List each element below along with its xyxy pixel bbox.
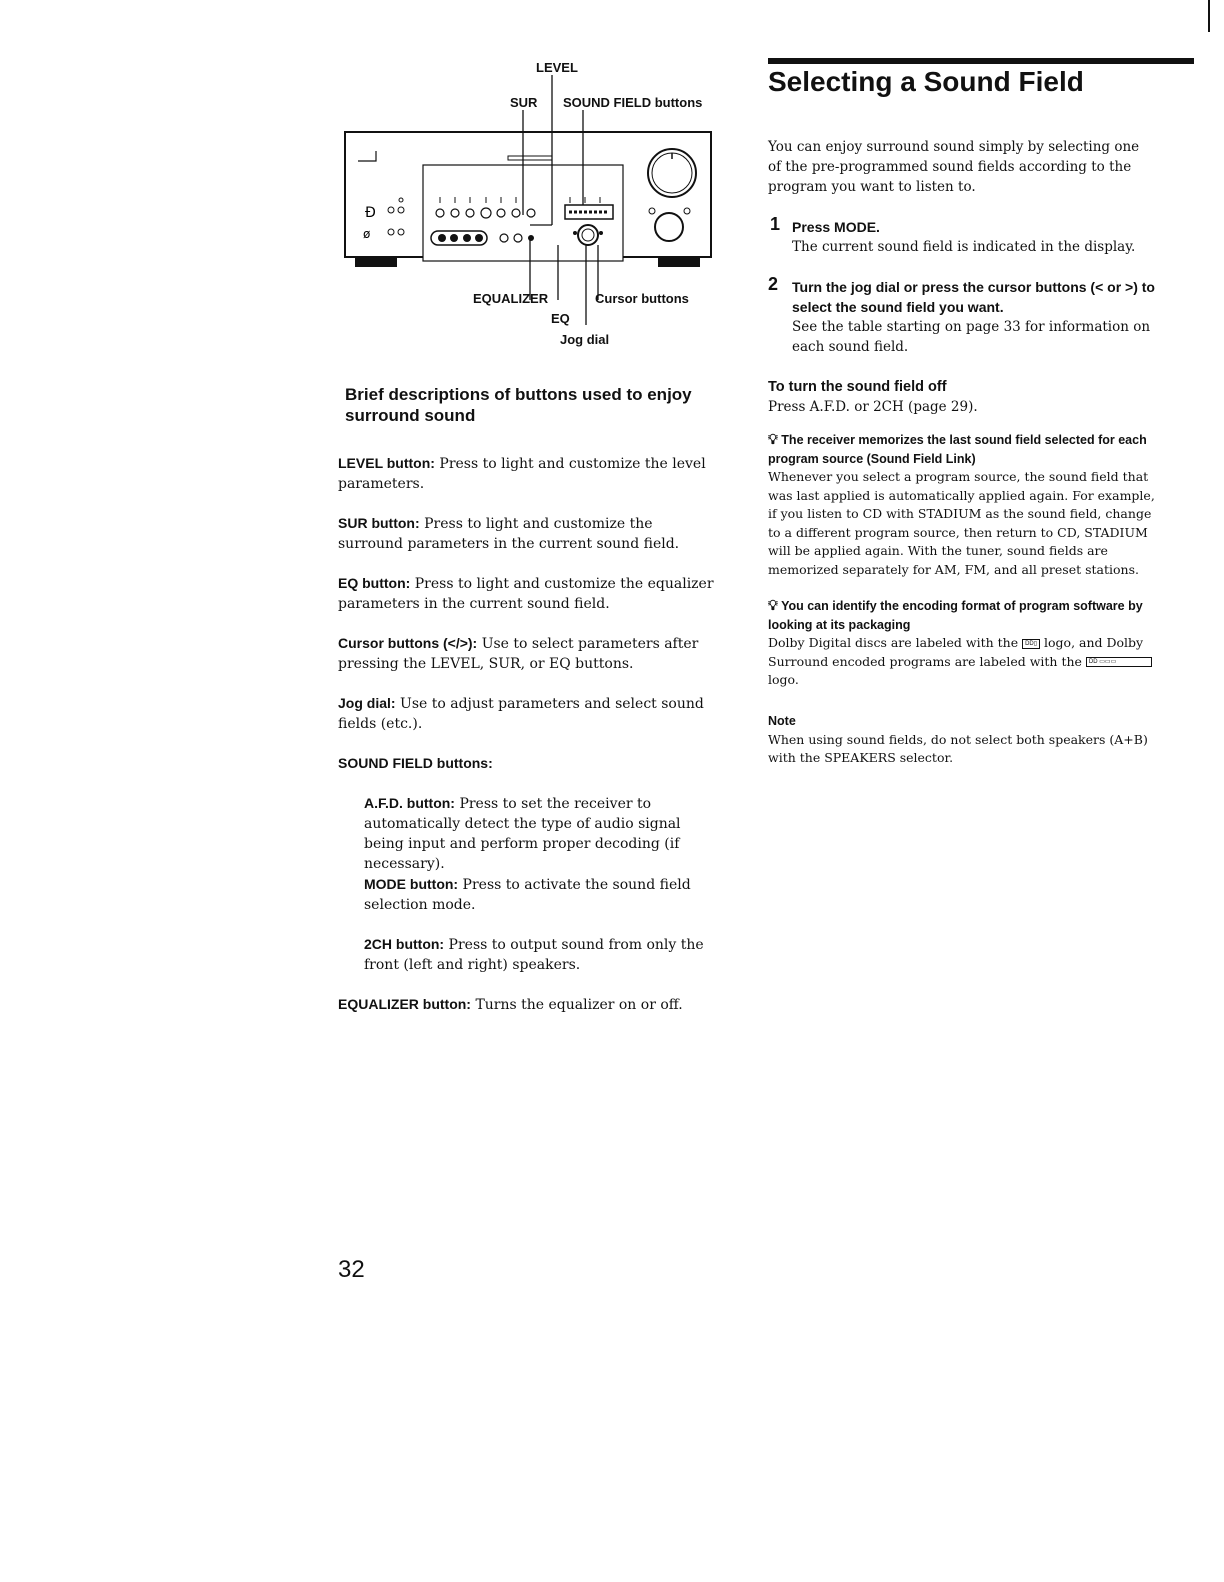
level-term: LEVEL button: <box>338 455 435 471</box>
title-rule <box>768 58 1194 64</box>
label-eq: EQ <box>551 311 570 326</box>
step-2-number: 2 <box>768 274 779 294</box>
tip-2-body-b: logo, and Dolby Surround encoded programs are labeled with the <box>768 635 1144 669</box>
equalizer-desc: Turns the equalizer on or off. <box>475 997 683 1013</box>
tip-1 <box>768 430 1160 579</box>
left-heading: Brief descriptions of buttons used to enjoy surround sound <box>345 385 692 425</box>
label-cursor-buttons: Cursor buttons <box>595 291 689 306</box>
intro-text: You can enjoy surround sound simply by selecting one of the pre-programmed sound fields according to the program you want to listen to. <box>768 139 1140 195</box>
note <box>768 712 1160 768</box>
level-item <box>338 453 713 494</box>
label-equalizer: EQUALIZER <box>473 291 549 306</box>
mode-item <box>364 874 704 915</box>
eq-term: EQ button: <box>338 575 411 591</box>
cursor-term: Cursor buttons (</>): <box>338 635 478 651</box>
afd-item <box>364 793 716 874</box>
svg-text:Ɖ: Ɖ <box>365 205 376 221</box>
sur-desc: Press to light and customize the surround parameters in the current sound field. <box>338 516 680 552</box>
2ch-item <box>364 934 716 975</box>
note-heading: Note <box>768 714 796 728</box>
tip-2-heading-text: You can identify the encoding format of program software by looking at its packaging <box>768 599 1143 632</box>
afd-desc: Press to set the receiver to automatically detect the type of audio signal being input and perform proper decoding (if necessary). <box>364 796 681 872</box>
sur-term: SUR button: <box>338 515 420 531</box>
step-1-number: 1 <box>770 214 781 234</box>
tip-2-body-c: logo. <box>768 672 799 687</box>
receiver-diagram <box>330 55 730 355</box>
label-level: LEVEL <box>536 60 578 75</box>
tip-2 <box>768 596 1160 690</box>
mode-desc: Press to activate the sound field selection mode. <box>364 877 691 913</box>
jog-term: Jog dial: <box>338 695 396 711</box>
cursor-item <box>338 633 718 674</box>
step-1-body: The current sound field is indicated in the display. <box>792 239 1136 255</box>
lightbulb-icon: 💡︎ <box>768 597 778 613</box>
label-jog-dial: Jog dial <box>560 332 610 347</box>
cursor-desc: Use to select parameters after pressing the LEVEL, SUR, or EQ buttons. <box>338 636 699 672</box>
svg-text:ø: ø <box>363 227 371 241</box>
tip-2-body-a: Dolby Digital discs are labeled with the <box>768 635 1019 650</box>
turn-off-section <box>768 377 1158 417</box>
tip-1-heading-text: The receiver memorizes the last sound field selected for each program source (Sound Field Link) <box>768 433 1147 466</box>
level-desc: Press to light and customize the level parameters. <box>338 456 706 492</box>
page-title: Selecting a Sound Field <box>768 66 1084 97</box>
equalizer-item <box>338 994 730 1015</box>
tip-1-body: Whenever you select a program source, the sound field that was last applied is automatically applied again. For example, if you listen to CD with STADIUM as the sound field, change to a different program source, then return to CD, STADIUM will be applied again. With the tuner, sound fields are memorized separately for AM, FM, and all preset stations. <box>768 469 1155 577</box>
eq-item <box>338 573 718 614</box>
step-2-body: See the table starting on page 33 for information on each sound field. <box>792 319 1151 355</box>
page-edge-mark <box>1208 0 1210 32</box>
step-1 <box>792 217 1162 257</box>
step-1-title: Press MODE. <box>792 219 880 235</box>
label-sur: SUR <box>510 95 538 110</box>
tip-2-body <box>768 634 1160 690</box>
label-sound-field-buttons: SOUND FIELD buttons <box>563 95 703 110</box>
dolby-surround-pro-logic-logo: DD ▭▭▭ <box>1086 657 1152 667</box>
sur-item <box>338 513 718 554</box>
step-2-title: Turn the jog dial or press the cursor buttons (< or >) to select the sound field you want. <box>792 279 1155 315</box>
jog-desc: Use to adjust parameters and select sound fields (etc.). <box>338 696 704 732</box>
sound-field-heading <box>338 753 493 774</box>
equalizer-term: EQUALIZER button: <box>338 996 471 1012</box>
turn-off-body: Press A.F.D. or 2CH (page 29). <box>768 399 978 415</box>
2ch-term: 2CH button: <box>364 936 445 952</box>
lightbulb-icon: 💡︎ <box>768 431 778 447</box>
page-number: 32 <box>338 1256 365 1283</box>
dolby-digital-logo: DD▯ <box>1022 639 1040 649</box>
tip-2-heading <box>768 596 1160 634</box>
2ch-desc: Press to output sound from only the front (left and right) speakers. <box>364 937 704 973</box>
jog-item <box>338 693 730 734</box>
step-2 <box>792 277 1160 357</box>
sound-field-heading-text: SOUND FIELD buttons: <box>338 755 493 771</box>
eq-desc: Press to light and customize the equalizer parameters in the current sound field. <box>338 576 714 612</box>
note-body: When using sound fields, do not select both speakers (A+B) with the SPEAKERS selector. <box>768 731 1148 765</box>
mode-term: MODE button: <box>364 876 459 892</box>
tip-1-heading <box>768 430 1160 468</box>
turn-off-heading: To turn the sound field off <box>768 379 947 395</box>
afd-term: A.F.D. button: <box>364 795 455 811</box>
